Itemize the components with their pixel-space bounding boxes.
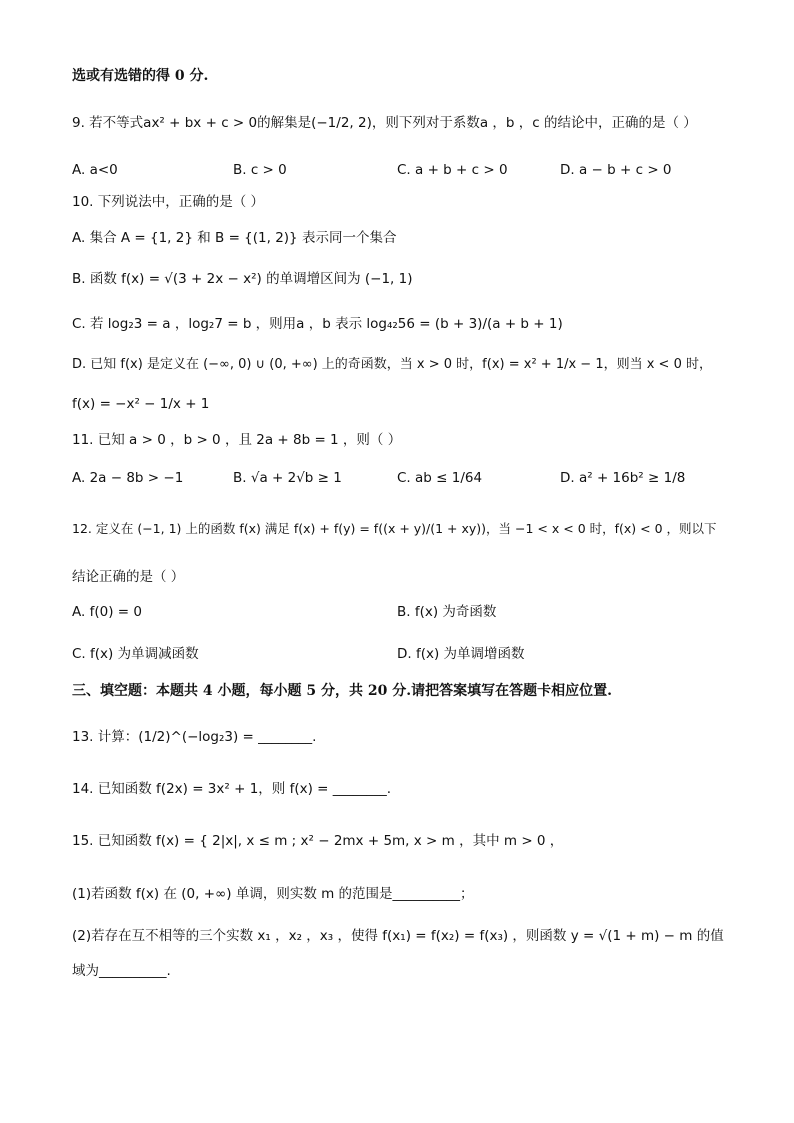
q9-option-d: D. a − b + c > 0 xyxy=(560,162,672,178)
q12-option-d: D. f(x) 为单调增函数 xyxy=(397,646,525,662)
q9-option-a: A. a<0 xyxy=(72,162,118,178)
q12-option-c: C. f(x) 为单调减函数 xyxy=(72,646,199,662)
question-9: 9. 若不等式ax² + bx + c > 0的解集是(−1/2, 2)，则下列对于系数a ，b ，c 的结论中，正确的是（ ） xyxy=(72,115,697,131)
question-12-continued: 结论正确的是（ ） xyxy=(72,569,185,585)
q11-option-b: B. √a + 2√b ≥ 1 xyxy=(233,470,342,486)
q10-option-a: A. 集合 A = {1, 2} 和 B = {(1, 2)} 表示同一个集合 xyxy=(72,230,397,246)
question-15-part-2-continued: 域为__________. xyxy=(72,963,171,979)
q10-option-d-continued: f(x) = −x² − 1/x + 1 xyxy=(72,396,210,412)
q10-option-c: C. 若 log₂3 = a ，log₂7 = b ，则用a ，b 表示 log₄₂56 = (b + 3)/(a + b + 1) xyxy=(72,316,563,332)
q9-option-b: B. c > 0 xyxy=(233,162,287,178)
question-14: 14. 已知函数 f(2x) = 3x² + 1，则 f(x) = ________. xyxy=(72,781,392,797)
question-15: 15. 已知函数 f(x) = { 2|x|, x ≤ m ; x² − 2mx + 5m, x > m ，其中 m > 0 ， xyxy=(72,833,564,849)
question-13: 13. 计算：(1/2)^(−log₂3) = ________. xyxy=(72,729,317,745)
q12-option-b: B. f(x) 为奇函数 xyxy=(397,604,497,620)
q12-option-a: A. f(0) = 0 xyxy=(72,604,142,620)
q9-option-c: C. a + b + c > 0 xyxy=(397,162,508,178)
q11-option-d: D. a² + 16b² ≥ 1/8 xyxy=(560,470,686,486)
scoring-note: 选或有选错的得 0 分. xyxy=(72,68,209,84)
question-15-part-1: (1)若函数 f(x) 在 (0, +∞) 单调，则实数 m 的范围是__________； xyxy=(72,886,474,902)
q10-option-b: B. 函数 f(x) = √(3 + 2x − x²) 的单调增区间为 (−1, 1) xyxy=(72,271,413,287)
q11-option-c: C. ab ≤ 1/64 xyxy=(397,470,483,486)
question-15-part-2: (2)若存在互不相等的三个实数 x₁ ，x₂ ，x₃ ，使得 f(x₁) = f(x₂) = f(x₃) ，则函数 y = √(1 + m) − m 的值 xyxy=(72,928,724,944)
q11-option-a: A. 2a − 8b > −1 xyxy=(72,470,184,486)
question-12: 12. 定义在 (−1, 1) 上的函数 f(x) 满足 f(x) + f(y) = f((x + y)/(1 + xy))，当 −1 < x < 0 时，f(x) < 0 ，则以下 xyxy=(72,521,717,536)
q10-option-d: D. 已知 f(x) 是定义在 (−∞, 0) ∪ (0, +∞) 上的奇函数，当 x > 0 时，f(x) = x² + 1/x − 1，则当 x < 0 时， xyxy=(72,357,712,372)
section-heading: 三、填空题：本题共 4 小题，每小题 5 分，共 20 分.请把答案填写在答题卡相应位置. xyxy=(72,683,612,699)
question-11: 11. 已知 a > 0 ，b > 0 ，且 2a + 8b = 1 ，则（ ） xyxy=(72,432,402,448)
question-10: 10. 下列说法中，正确的是（ ） xyxy=(72,194,265,210)
